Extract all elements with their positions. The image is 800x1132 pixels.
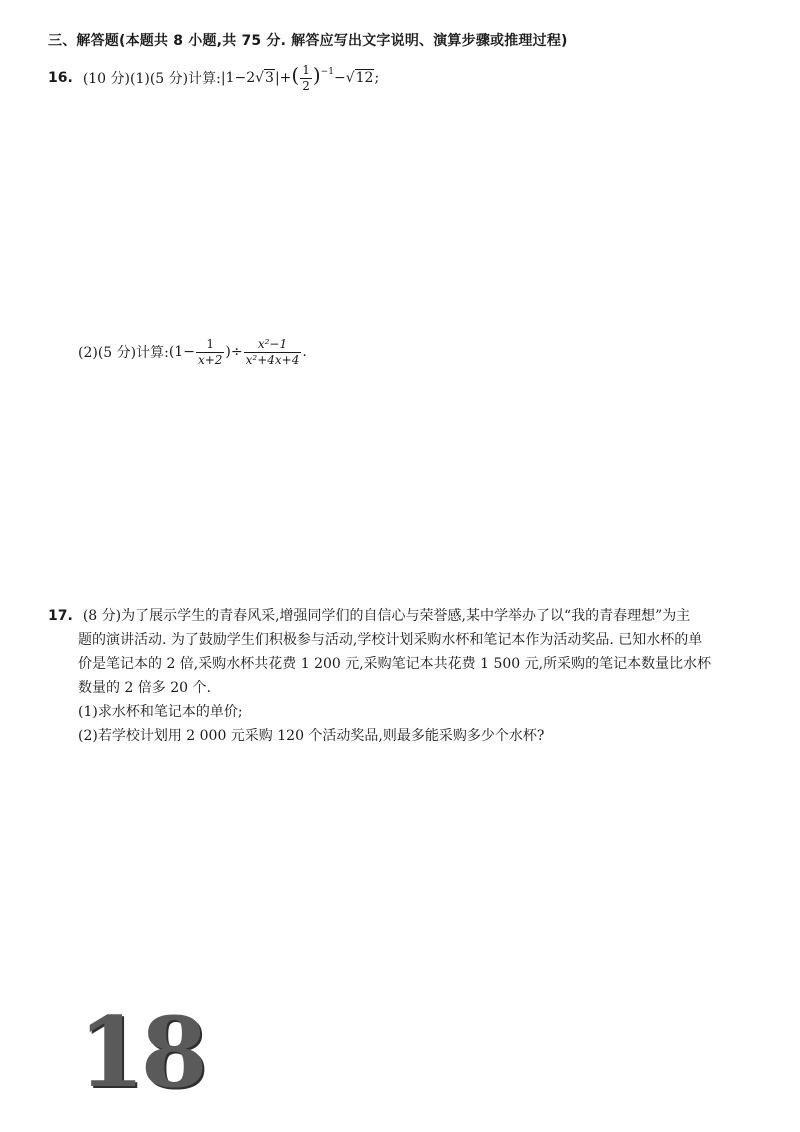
question-text-line-1: (8 分)为了展示学生的青春风采,增强同学们的自信心与荣誉感,某中学举办了以“我的青春理想”为主 bbox=[82, 608, 691, 624]
expression-2 bbox=[169, 338, 307, 366]
sub-question-1: (1)求水杯和笔记本的单价; bbox=[78, 704, 243, 720]
question-number: 16. bbox=[48, 70, 73, 87]
fraction-2 bbox=[244, 338, 302, 366]
section-title: 三、解答题(本题共 8 小题,共 75 分. 解答应写出文字说明、演算步骤或推理过程) bbox=[48, 33, 568, 49]
terminator: . bbox=[302, 344, 307, 361]
question-text-line-3: 价是笔记本的 2 倍,采购水杯共花费 1 200 元,采购笔记本共花费 1 500 元,所采购的笔记本数量比水杯 bbox=[78, 656, 712, 672]
abs-body: 1−2 bbox=[225, 70, 256, 87]
question-text-line-2: 题的演讲活动. 为了鼓励学生们积极参与活动,学校计划采购水杯和笔记本作为活动奖品. 已知水杯的单 bbox=[78, 632, 703, 648]
question-prefix: (10 分)(1)(5 分)计算: bbox=[82, 71, 221, 88]
abs-close: |+ bbox=[274, 70, 292, 87]
sub-question-2: (2)若学校计划用 2 000 元采购 120 个活动奖品,则最多能采购多少个水杯? bbox=[78, 728, 545, 744]
question-prefix: (2)(5 分)计算: bbox=[78, 345, 169, 362]
close-divide: )÷ bbox=[225, 344, 243, 361]
abs-open: | bbox=[220, 70, 226, 87]
question-number: 17. bbox=[48, 608, 73, 624]
terminator: ; bbox=[374, 70, 380, 87]
numerator: x²−1 bbox=[257, 337, 288, 351]
question-16-part-2 bbox=[78, 338, 307, 366]
fraction-1 bbox=[196, 338, 224, 366]
exponent: −1 bbox=[320, 67, 334, 78]
numerator: 1 bbox=[302, 63, 310, 77]
sqrt-12: √ 12 bbox=[345, 70, 374, 87]
radicand: 12 bbox=[355, 70, 374, 87]
radicand: 3 bbox=[265, 70, 274, 87]
fraction-half bbox=[300, 64, 312, 92]
expression-1: |1−2 √ 3 |+( $\frac{1}{2}$ )$^{-1}$− √ 12 ; bbox=[220, 63, 380, 93]
denominator: x²+4x+4 bbox=[245, 352, 300, 367]
page-number: 18 bbox=[78, 996, 204, 1109]
open-paren: (1− bbox=[168, 344, 195, 361]
minus-sign: − bbox=[333, 70, 346, 87]
question-17 bbox=[48, 604, 768, 748]
sqrt-3: √ 3 bbox=[255, 70, 274, 87]
question-16-part-1 bbox=[48, 64, 379, 92]
numerator: 1 bbox=[206, 337, 214, 351]
denominator: 2 bbox=[302, 78, 310, 93]
question-text-line-4: 数量的 2 倍多 20 个. bbox=[78, 680, 211, 696]
denominator: x+2 bbox=[197, 352, 223, 367]
